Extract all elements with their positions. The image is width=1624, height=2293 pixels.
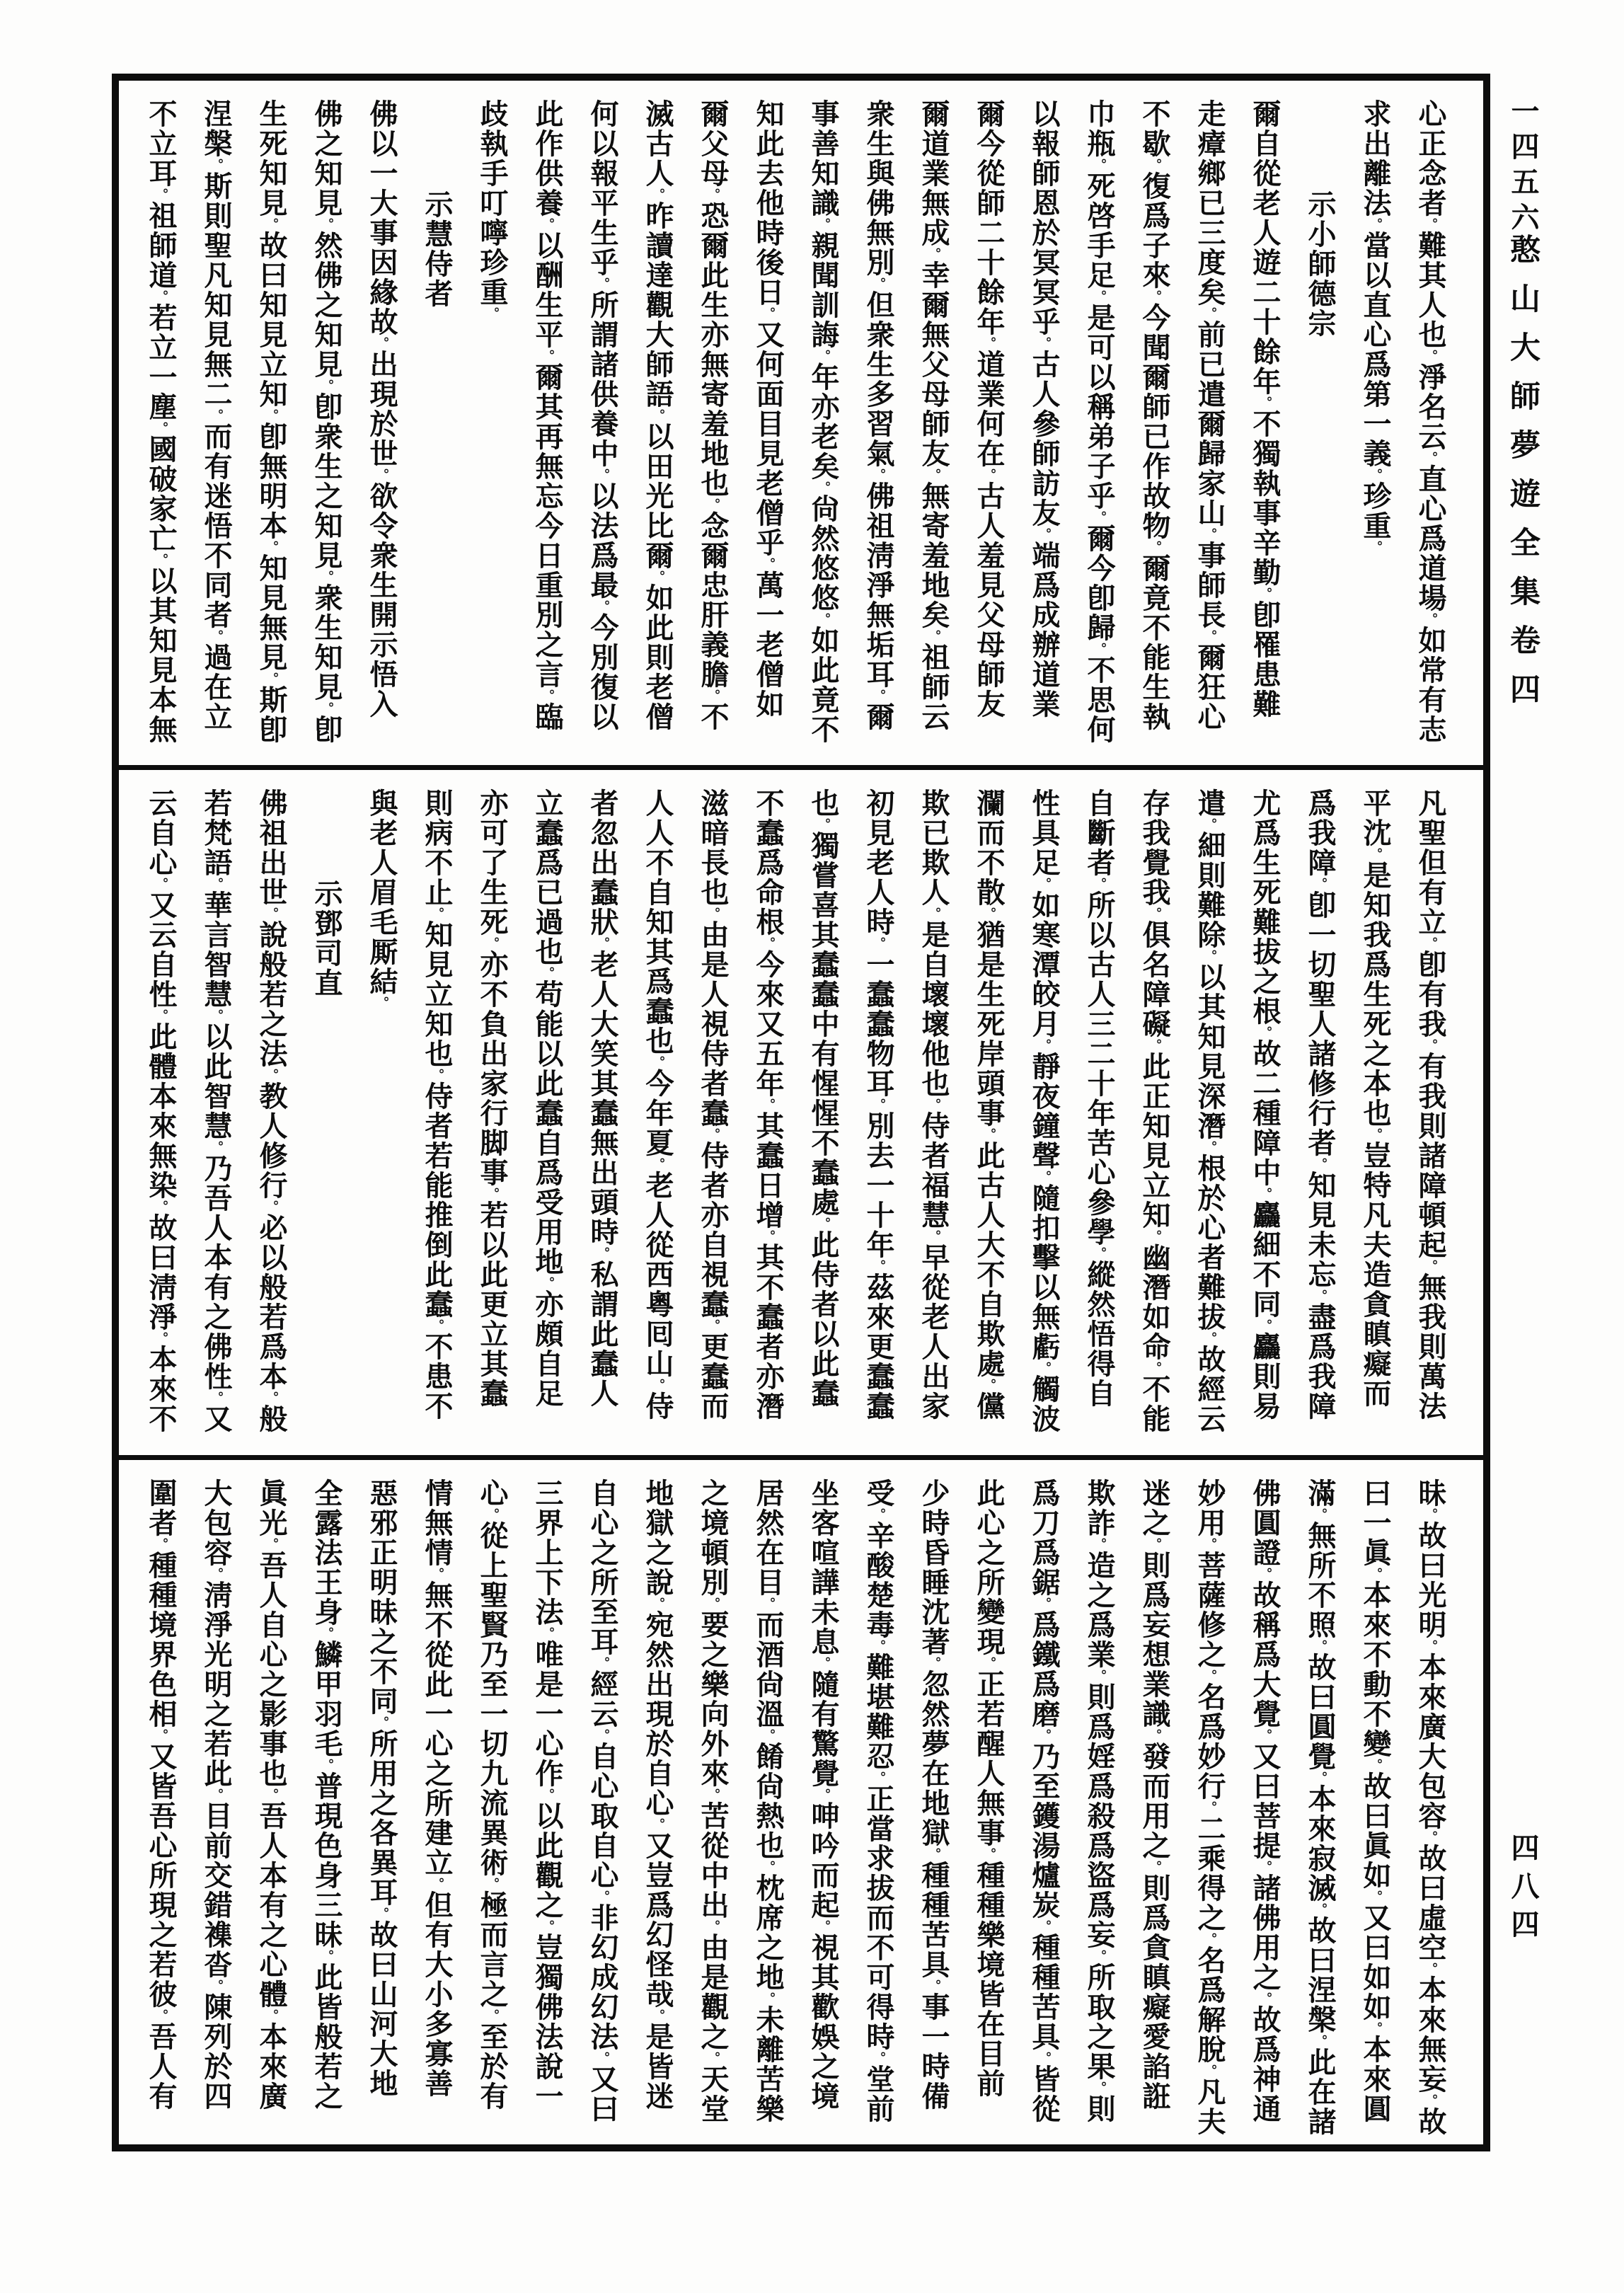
- punctuation-circle: 。: [485, 2008, 500, 2022]
- text-column: 知此去他時後日。又何面目見老僧乎。萬一老僧如: [751, 99, 785, 719]
- punctuation-circle: 。: [650, 1597, 665, 1610]
- punctuation-circle: 。: [209, 630, 224, 643]
- punctuation-circle: 。: [1368, 469, 1383, 481]
- punctuation-circle: 。: [319, 218, 334, 231]
- text-band-1: [119, 81, 1483, 765]
- text-column: 爾今從師二十餘年。道業何在。古人羞見父母師友: [972, 99, 1006, 719]
- punctuation-circle: 。: [1368, 1128, 1383, 1142]
- text-column: 自心之所至耳。經云。自心取自心。非幻成幻法。又曰: [586, 1478, 619, 2124]
- punctuation-circle: 。: [154, 1332, 168, 1345]
- punctuation-circle: 。: [926, 1979, 941, 1992]
- punctuation-circle: 。: [816, 1656, 831, 1670]
- punctuation-circle: 。: [154, 422, 168, 435]
- punctuation-circle: 。: [1423, 350, 1438, 362]
- punctuation-circle: 。: [154, 1200, 168, 1214]
- text-column: 爾道業無成。幸爾無父母師友。無寄羞地矣。祖師云: [917, 99, 950, 732]
- punctuation-circle: 。: [871, 937, 886, 950]
- punctuation-circle: 。: [1202, 2064, 1217, 2077]
- punctuation-circle: 。: [1257, 587, 1272, 600]
- punctuation-circle: 。: [650, 409, 665, 422]
- text-column: 地獄之說。宛然出現於自心。又豈爲幻怪哉。是皆迷: [641, 1478, 674, 2111]
- punctuation-circle: 。: [761, 1728, 776, 1742]
- punctuation-circle: 。: [154, 1728, 168, 1742]
- margin-page-number: 四八四: [1507, 1833, 1540, 1948]
- punctuation-circle: 。: [264, 541, 279, 553]
- text-column: 少時昏睡沈著。忽然夢在地獄。種種苦具。事一時備: [917, 1478, 950, 2111]
- punctuation-circle: 。: [761, 1597, 776, 1610]
- text-column: 尤爲生死難拔之根。故二種障中。麤細不同。麤則易: [1248, 788, 1282, 1422]
- text-column: 三界上下法。唯是一心作。以此觀之。豈獨佛法說一: [531, 1478, 564, 2111]
- text-column: 瀾而不散。猶是生死岸頭事。此古人大不自欺處。儻: [972, 788, 1006, 1422]
- text-column: 事善知識。親聞訓誨。年亦老矣。尙然悠悠。如此竟不: [807, 99, 840, 745]
- punctuation-circle: 。: [430, 1877, 444, 1890]
- punctuation-circle: 。: [1092, 1537, 1107, 1551]
- text-column: 佛之知見。然佛之知見。卽衆生之知見。衆生知見。卽: [310, 99, 343, 745]
- punctuation-circle: 。: [1147, 159, 1162, 171]
- punctuation-circle: 。: [1423, 937, 1438, 950]
- punctuation-circle: 。: [209, 878, 224, 891]
- punctuation-circle: 。: [761, 307, 776, 320]
- text-column: 曰一眞。本來不動不變。故曰眞如。又曰如如。本來圓: [1359, 1478, 1392, 2124]
- section-heading: 示小師德宗: [1303, 190, 1337, 338]
- punctuation-circle: 。: [264, 1069, 279, 1082]
- text-column: 滅古人。昨讀達觀大師語。以田光比爾。如此則老僧: [641, 99, 674, 732]
- punctuation-circle: 。: [926, 1098, 941, 1112]
- text-column: 也。獨嘗喜其蠢蠢中有惺惺不蠢處。此侍者以此蠢: [807, 788, 840, 1409]
- punctuation-circle: 。: [595, 469, 610, 481]
- text-column: 昧。故曰光明。本來廣大包容。故曰虛空。本來無妄。故: [1414, 1478, 1447, 2137]
- punctuation-circle: 。: [1423, 1039, 1438, 1052]
- punctuation-circle: 。: [761, 1992, 776, 2005]
- punctuation-circle: 。: [319, 1626, 334, 1640]
- punctuation-circle: 。: [1202, 1669, 1217, 1682]
- punctuation-circle: 。: [816, 481, 831, 494]
- text-column: 自斷者。所以古人三二十年苦心參學。縱然悟得自: [1083, 788, 1116, 1409]
- text-column: 坐客喧譁未息。隨有驚覺。呻吟而起。視其歡娛之境: [807, 1478, 840, 2111]
- text-column: 平沈。是知我爲生死之本也。豈特凡夫造貪瞋癡而: [1359, 788, 1392, 1409]
- punctuation-circle: 。: [1147, 1728, 1162, 1742]
- punctuation-circle: 。: [1037, 337, 1052, 350]
- text-column: 涅槃。斯則聖凡知見無二。而有迷悟不同者。過在立: [200, 99, 233, 732]
- punctuation-circle: 。: [1257, 1567, 1272, 1580]
- text-column: 遣。細則難除。以其知見深潛。根於心者難拔。故經云: [1193, 788, 1226, 1435]
- punctuation-circle: 。: [1202, 950, 1217, 963]
- punctuation-circle: 。: [816, 350, 831, 362]
- punctuation-circle: 。: [264, 1200, 279, 1214]
- punctuation-circle: 。: [706, 689, 720, 702]
- punctuation-circle: 。: [650, 1817, 665, 1831]
- punctuation-circle: 。: [1092, 878, 1107, 891]
- punctuation-circle: 。: [264, 1537, 279, 1551]
- punctuation-circle: 。: [1313, 1771, 1328, 1784]
- punctuation-circle: 。: [209, 409, 224, 422]
- punctuation-circle: 。: [595, 2051, 610, 2064]
- text-column: 眞光。吾人自心之影事也。吾人本有之心體。本來廣: [255, 1478, 288, 2111]
- text-column: 何以報平生乎。所謂諸供養中。以法爲最。今別復以: [586, 99, 619, 732]
- punctuation-circle: 。: [871, 1507, 886, 1521]
- text-column: 不立耳。祖師道。若立一塵。國破家亡。以其知見本無: [144, 99, 178, 745]
- punctuation-circle: 。: [761, 1098, 776, 1112]
- punctuation-circle: 。: [650, 1158, 665, 1171]
- punctuation-circle: 。: [1202, 630, 1217, 643]
- punctuation-circle: 。: [264, 409, 279, 422]
- punctuation-circle: 。: [595, 600, 610, 613]
- punctuation-circle: 。: [706, 498, 720, 511]
- text-column: 佛以一大事因緣故。出現於世。欲令衆生開示悟入: [365, 99, 398, 719]
- text-column: 云自心。又云自性。此體本來無染。故曰淸淨。本來不: [144, 788, 178, 1435]
- punctuation-circle: 。: [1313, 1158, 1328, 1171]
- punctuation-circle: 。: [1147, 1230, 1162, 1243]
- punctuation-circle: 。: [1423, 1507, 1438, 1521]
- punctuation-circle: 。: [1257, 1188, 1272, 1201]
- punctuation-circle: 。: [1368, 1758, 1383, 1771]
- punctuation-circle: 。: [1092, 2081, 1107, 2094]
- margin-book-title: 憨山大師夢遊全集卷四: [1505, 234, 1541, 722]
- punctuation-circle: 。: [706, 188, 720, 201]
- punctuation-circle: 。: [154, 1537, 168, 1551]
- punctuation-circle: 。: [981, 1847, 996, 1861]
- punctuation-circle: 。: [1257, 1319, 1272, 1333]
- punctuation-circle: 。: [1257, 1728, 1272, 1742]
- punctuation-circle: 。: [926, 907, 941, 921]
- punctuation-circle: 。: [264, 218, 279, 231]
- text-column: 心正念者。難其人也。淨名云。直心爲道場。如常有志: [1414, 99, 1447, 745]
- text-column: 以報師恩於冥冥乎。古人參師訪友。端爲成辦道業: [1027, 99, 1061, 719]
- punctuation-circle: 。: [650, 570, 665, 583]
- punctuation-circle: 。: [1202, 1332, 1217, 1345]
- punctuation-circle: 。: [1037, 1039, 1052, 1052]
- punctuation-circle: 。: [430, 1567, 444, 1580]
- punctuation-circle: 。: [1202, 1141, 1217, 1154]
- text-column: 情無情。無不從此一心之所建立。但有大小多寡善: [420, 1478, 454, 2098]
- punctuation-circle: 。: [595, 277, 610, 290]
- text-column: 不蠢爲命根。今來又五年。其蠢日增。其不蠢者亦潛: [751, 788, 785, 1422]
- punctuation-circle: 。: [209, 1009, 224, 1023]
- punctuation-circle: 。: [816, 218, 831, 231]
- punctuation-circle: 。: [1368, 1567, 1383, 1580]
- punctuation-circle: 。: [706, 1597, 720, 1610]
- punctuation-circle: 。: [761, 937, 776, 950]
- punctuation-circle: 。: [1313, 2034, 1328, 2047]
- punctuation-circle: 。: [650, 1056, 665, 1069]
- punctuation-circle: 。: [981, 1379, 996, 1392]
- punctuation-circle: 。: [264, 2008, 279, 2022]
- punctuation-circle: 。: [1202, 307, 1217, 320]
- text-column: 滋暗長也。由是人視侍者蠢。侍者亦自視蠢。更蠢而: [696, 788, 730, 1422]
- text-column: 若梵語。華言智慧。以此智慧。乃吾人本有之佛性。又: [200, 788, 233, 1435]
- punctuation-circle: 。: [1368, 848, 1383, 861]
- text-column: 受。辛酸楚毒。難堪難忍。正當求拔而不可得時。堂前: [862, 1478, 895, 2124]
- punctuation-circle: 。: [1147, 1039, 1162, 1052]
- punctuation-circle: 。: [1037, 1728, 1052, 1742]
- punctuation-circle: 。: [1202, 1537, 1217, 1551]
- text-column: 居然在目。而酒尙溫。餚尙熱也。枕席之地。未離苦樂: [751, 1478, 785, 2124]
- text-column: 巾瓶。死啓手足。是可以稱弟子乎。爾今卽歸。不思何: [1083, 99, 1116, 745]
- punctuation-circle: 。: [154, 878, 168, 891]
- text-column: 欺詐。造之爲業。則爲婬爲殺爲盜爲妄。所取之果。則: [1083, 1478, 1116, 2124]
- punctuation-circle: 。: [485, 937, 500, 950]
- punctuation-circle: 。: [430, 907, 444, 921]
- text-column: 生死知見。故曰知見立知。卽無明本。知見無見。斯卽: [255, 99, 288, 745]
- punctuation-circle: 。: [1313, 1507, 1328, 1521]
- punctuation-circle: 。: [1423, 1830, 1438, 1844]
- punctuation-circle: 。: [1092, 643, 1107, 655]
- punctuation-circle: 。: [1423, 613, 1438, 626]
- punctuation-circle: 。: [1368, 541, 1383, 553]
- text-column: 凡聖但有立。卽有我。有我則諸障頓起。無我則萬法: [1414, 788, 1447, 1422]
- punctuation-circle: 。: [1037, 878, 1052, 891]
- text-column: 大包容。淸淨光明之若此。目前交錯襍沓。陳列於四: [200, 1478, 233, 2111]
- punctuation-circle: 。: [981, 1656, 996, 1670]
- punctuation-circle: 。: [1423, 1260, 1438, 1273]
- text-column: 欺已欺人。是自壞壞他也。侍者福慧。早從老人出家: [917, 788, 950, 1422]
- punctuation-circle: 。: [1092, 1669, 1107, 1682]
- text-column: 全露法王身。鱗甲羽毛。普現色身三昧。此皆般若之: [310, 1478, 343, 2111]
- punctuation-circle: 。: [706, 1319, 720, 1333]
- punctuation-circle: 。: [209, 159, 224, 171]
- section-heading: 示鄧司直: [310, 879, 343, 999]
- text-column: 妙用。菩薩修之。名爲妙行。二乘得之。名爲解脫。凡夫: [1193, 1478, 1226, 2137]
- punctuation-circle: 。: [154, 290, 168, 303]
- punctuation-circle: 。: [319, 1758, 334, 1771]
- punctuation-circle: 。: [1202, 1932, 1217, 1946]
- punctuation-circle: 。: [761, 1860, 776, 1873]
- punctuation-circle: 。: [374, 996, 389, 1010]
- text-column: 人人不自知其爲蠢也。今年夏。老人從西粵囘山。侍: [641, 788, 674, 1422]
- punctuation-circle: 。: [1257, 396, 1272, 409]
- text-column: 初見老人時。一蠢蠢物耳。別去一十年。茲來更蠢蠢: [862, 788, 895, 1422]
- text-column: 與老人眉毛厮結。: [365, 788, 398, 1010]
- punctuation-circle: 。: [871, 277, 886, 290]
- punctuation-circle: 。: [209, 1141, 224, 1154]
- punctuation-circle: 。: [154, 1009, 168, 1023]
- text-column: 者忽出蠢狀。老人大笑其蠢無出頭時。私謂此蠢人: [586, 788, 619, 1409]
- text-column: 此作供養。以酬生平。爾其再無忘今日重別之言。臨: [531, 99, 564, 732]
- punctuation-circle: 。: [706, 1919, 720, 1933]
- punctuation-circle: 。: [595, 1656, 610, 1670]
- punctuation-circle: 。: [1037, 1171, 1052, 1184]
- punctuation-circle: 。: [1037, 2051, 1052, 2064]
- punctuation-circle: 。: [981, 337, 996, 350]
- punctuation-circle: 。: [926, 248, 941, 260]
- punctuation-circle: 。: [374, 469, 389, 481]
- punctuation-circle: 。: [650, 1379, 665, 1392]
- punctuation-circle: 。: [706, 1128, 720, 1142]
- punctuation-circle: 。: [816, 613, 831, 626]
- punctuation-circle: 。: [154, 553, 168, 566]
- punctuation-circle: 。: [154, 188, 168, 201]
- text-column: 迷之。則爲妄想業識。發而用之。則爲貪瞋癡愛諂誑: [1138, 1478, 1171, 2111]
- text-column: 走瘴鄉已三度矣。前已遣爾歸家山。事師長。爾狂心: [1193, 99, 1226, 732]
- punctuation-circle: 。: [154, 2008, 168, 2022]
- punctuation-circle: 。: [706, 1788, 720, 1801]
- text-column: 此心之所變現。正若醒人無事。種種樂境皆在目前: [972, 1478, 1006, 2098]
- punctuation-circle: 。: [1368, 2021, 1383, 2035]
- punctuation-circle: 。: [761, 558, 776, 570]
- punctuation-circle: 。: [871, 1098, 886, 1112]
- punctuation-circle: 。: [1147, 290, 1162, 303]
- punctuation-circle: 。: [540, 689, 555, 702]
- punctuation-circle: 。: [485, 1877, 500, 1890]
- text-column: 圍者。種種境界色相。又皆吾心所現之若彼。吾人有: [144, 1478, 178, 2111]
- punctuation-circle: 。: [319, 570, 334, 583]
- punctuation-circle: 。: [871, 689, 886, 702]
- punctuation-circle: 。: [1423, 1962, 1438, 1975]
- punctuation-circle: 。: [319, 702, 334, 715]
- punctuation-circle: 。: [1147, 1860, 1162, 1873]
- text-column: 衆生與佛無別。但衆生多習氣。佛祖淸淨無垢耳。爾: [862, 99, 895, 732]
- text-column: 惡邪正明昧之不同。所用之各異耳。故曰山河大地: [365, 1478, 398, 2098]
- punctuation-circle: 。: [926, 1230, 941, 1243]
- punctuation-circle: 。: [595, 1247, 610, 1260]
- punctuation-circle: 。: [540, 967, 555, 980]
- punctuation-circle: 。: [1368, 1890, 1383, 1903]
- punctuation-circle: 。: [1257, 1992, 1272, 2005]
- page-frame: [112, 74, 1490, 2151]
- punctuation-circle: 。: [816, 1217, 831, 1231]
- text-band-3: [119, 1455, 1483, 2144]
- punctuation-circle: 。: [264, 907, 279, 921]
- text-column: 心。從上聖賢乃至一切九流異術。極而言之。至於有: [476, 1478, 509, 2111]
- punctuation-circle: 。: [540, 1277, 555, 1290]
- punctuation-circle: 。: [264, 672, 279, 685]
- punctuation-circle: 。: [209, 1391, 224, 1405]
- text-column: 爾父母。恐爾此生亦無寄羞地也。念爾忠肝義膽。不: [696, 99, 730, 732]
- text-band-2: [119, 765, 1483, 1454]
- text-column: 求出離法。當以直心爲第一義。珍重。: [1359, 99, 1392, 553]
- punctuation-circle: 。: [1313, 878, 1328, 891]
- punctuation-circle: 。: [981, 907, 996, 921]
- punctuation-circle: 。: [1092, 1247, 1107, 1260]
- punctuation-circle: 。: [1037, 1597, 1052, 1610]
- text-column: 歧執手叮嚀珍重。: [476, 99, 509, 320]
- text-column: 則病不止。知見立知也。侍者若能推倒此蠢。不患不: [420, 788, 454, 1422]
- punctuation-circle: 。: [540, 218, 555, 231]
- text-column: 亦可了生死。亦不負出家行脚事。若以此更立其蠢: [476, 788, 509, 1409]
- text-column: 佛圓證。故稱爲大覺。又曰菩提。諸佛用之。故爲神通: [1248, 1478, 1282, 2124]
- text-column: 性具足。如寒潭皎月。靜夜鐘聲。隨扣擊以無虧。觸波: [1027, 788, 1061, 1435]
- punctuation-circle: 。: [650, 2008, 665, 2022]
- text-column: 爲我障。卽一切聖人諸修行者。知見未忘。盡爲我障: [1303, 788, 1337, 1422]
- punctuation-circle: 。: [1037, 1919, 1052, 1933]
- punctuation-circle: 。: [485, 307, 500, 320]
- punctuation-circle: 。: [1423, 2093, 1438, 2107]
- punctuation-circle: 。: [430, 1319, 444, 1333]
- punctuation-circle: 。: [430, 1069, 444, 1082]
- punctuation-circle: 。: [650, 188, 665, 201]
- punctuation-circle: 。: [926, 1847, 941, 1861]
- punctuation-circle: 。: [209, 1567, 224, 1580]
- punctuation-circle: 。: [209, 1979, 224, 1992]
- punctuation-circle: 。: [1092, 159, 1107, 171]
- text-column: 爲刀爲鋸。爲鐵爲磨。乃至鑊湯爐炭。種種苦具。皆從: [1027, 1478, 1061, 2124]
- punctuation-circle: 。: [981, 469, 996, 481]
- punctuation-circle: 。: [1202, 818, 1217, 832]
- text-column: 爾自從老人遊二十餘年。不獨執事辛勤。卽罹患難: [1248, 99, 1282, 719]
- section-heading: 示慧侍者: [420, 190, 454, 309]
- punctuation-circle: 。: [1092, 290, 1107, 303]
- punctuation-circle: 。: [319, 379, 334, 392]
- punctuation-circle: 。: [926, 630, 941, 643]
- punctuation-circle: 。: [706, 2051, 720, 2064]
- punctuation-circle: 。: [926, 469, 941, 481]
- text-column: 立蠢爲已過也。苟能以此蠢自爲受用地。亦頗自足: [531, 788, 564, 1409]
- punctuation-circle: 。: [926, 1656, 941, 1670]
- punctuation-circle: 。: [706, 907, 720, 921]
- punctuation-circle: 。: [1092, 1949, 1107, 1962]
- punctuation-circle: 。: [1147, 1537, 1162, 1551]
- punctuation-circle: 。: [1202, 1800, 1217, 1814]
- punctuation-circle: 。: [319, 1949, 334, 1962]
- punctuation-circle: 。: [761, 1230, 776, 1243]
- punctuation-circle: 。: [816, 818, 831, 832]
- punctuation-circle: 。: [1147, 907, 1162, 921]
- punctuation-circle: 。: [1092, 511, 1107, 524]
- punctuation-circle: 。: [209, 1788, 224, 1801]
- text-column: 不歇。復爲子來。今聞爾師已作故物。爾竟不能生執: [1138, 99, 1171, 732]
- punctuation-circle: 。: [595, 1890, 610, 1903]
- punctuation-circle: 。: [1147, 1362, 1162, 1375]
- punctuation-circle: 。: [1037, 1362, 1052, 1375]
- punctuation-circle: 。: [981, 1128, 996, 1142]
- punctuation-circle: 。: [871, 469, 886, 481]
- punctuation-circle: 。: [595, 1728, 610, 1742]
- punctuation-circle: 。: [485, 1507, 500, 1521]
- text-column: 滿。無所不照。故曰圓覺。本來寂滅。故曰涅槃。此在諸: [1303, 1478, 1337, 2137]
- text-column: 存我覺我。俱名障礙。此正知見立知。幽潛如命。不能: [1138, 788, 1171, 1435]
- punctuation-circle: 。: [1147, 541, 1162, 553]
- punctuation-circle: 。: [1423, 1639, 1438, 1653]
- punctuation-circle: 。: [1313, 1902, 1328, 1916]
- punctuation-circle: 。: [485, 1188, 500, 1201]
- punctuation-circle: 。: [264, 1391, 279, 1405]
- punctuation-circle: 。: [1313, 1289, 1328, 1303]
- punctuation-circle: 。: [871, 1260, 886, 1273]
- margin-folio-number: 一四五六: [1507, 96, 1540, 238]
- punctuation-circle: 。: [1313, 1639, 1328, 1653]
- punctuation-circle: 。: [264, 1788, 279, 1801]
- punctuation-circle: 。: [540, 1626, 555, 1640]
- punctuation-circle: 。: [1037, 528, 1052, 541]
- punctuation-circle: 。: [871, 1771, 886, 1784]
- punctuation-circle: 。: [871, 1639, 886, 1653]
- punctuation-circle: 。: [595, 937, 610, 950]
- punctuation-circle: 。: [1257, 1026, 1272, 1040]
- punctuation-circle: 。: [374, 1716, 389, 1729]
- punctuation-circle: 。: [1423, 218, 1438, 231]
- punctuation-circle: 。: [816, 1919, 831, 1933]
- punctuation-circle: 。: [871, 2051, 886, 2064]
- punctuation-circle: 。: [540, 1919, 555, 1933]
- punctuation-circle: 。: [540, 1788, 555, 1801]
- punctuation-circle: 。: [374, 1907, 389, 1920]
- punctuation-circle: 。: [1257, 1860, 1272, 1873]
- punctuation-circle: 。: [1368, 218, 1383, 231]
- punctuation-circle: 。: [540, 350, 555, 362]
- punctuation-circle: 。: [1202, 528, 1217, 541]
- punctuation-circle: 。: [816, 1788, 831, 1801]
- punctuation-circle: 。: [1423, 452, 1438, 464]
- text-column: 佛祖出世。說般若之法。教人修行。必以般若爲本。般: [255, 788, 288, 1435]
- text-column: 之境頓別。要之樂向外來。苦從中出。由是觀之。天堂: [696, 1478, 730, 2124]
- punctuation-circle: 。: [374, 337, 389, 350]
